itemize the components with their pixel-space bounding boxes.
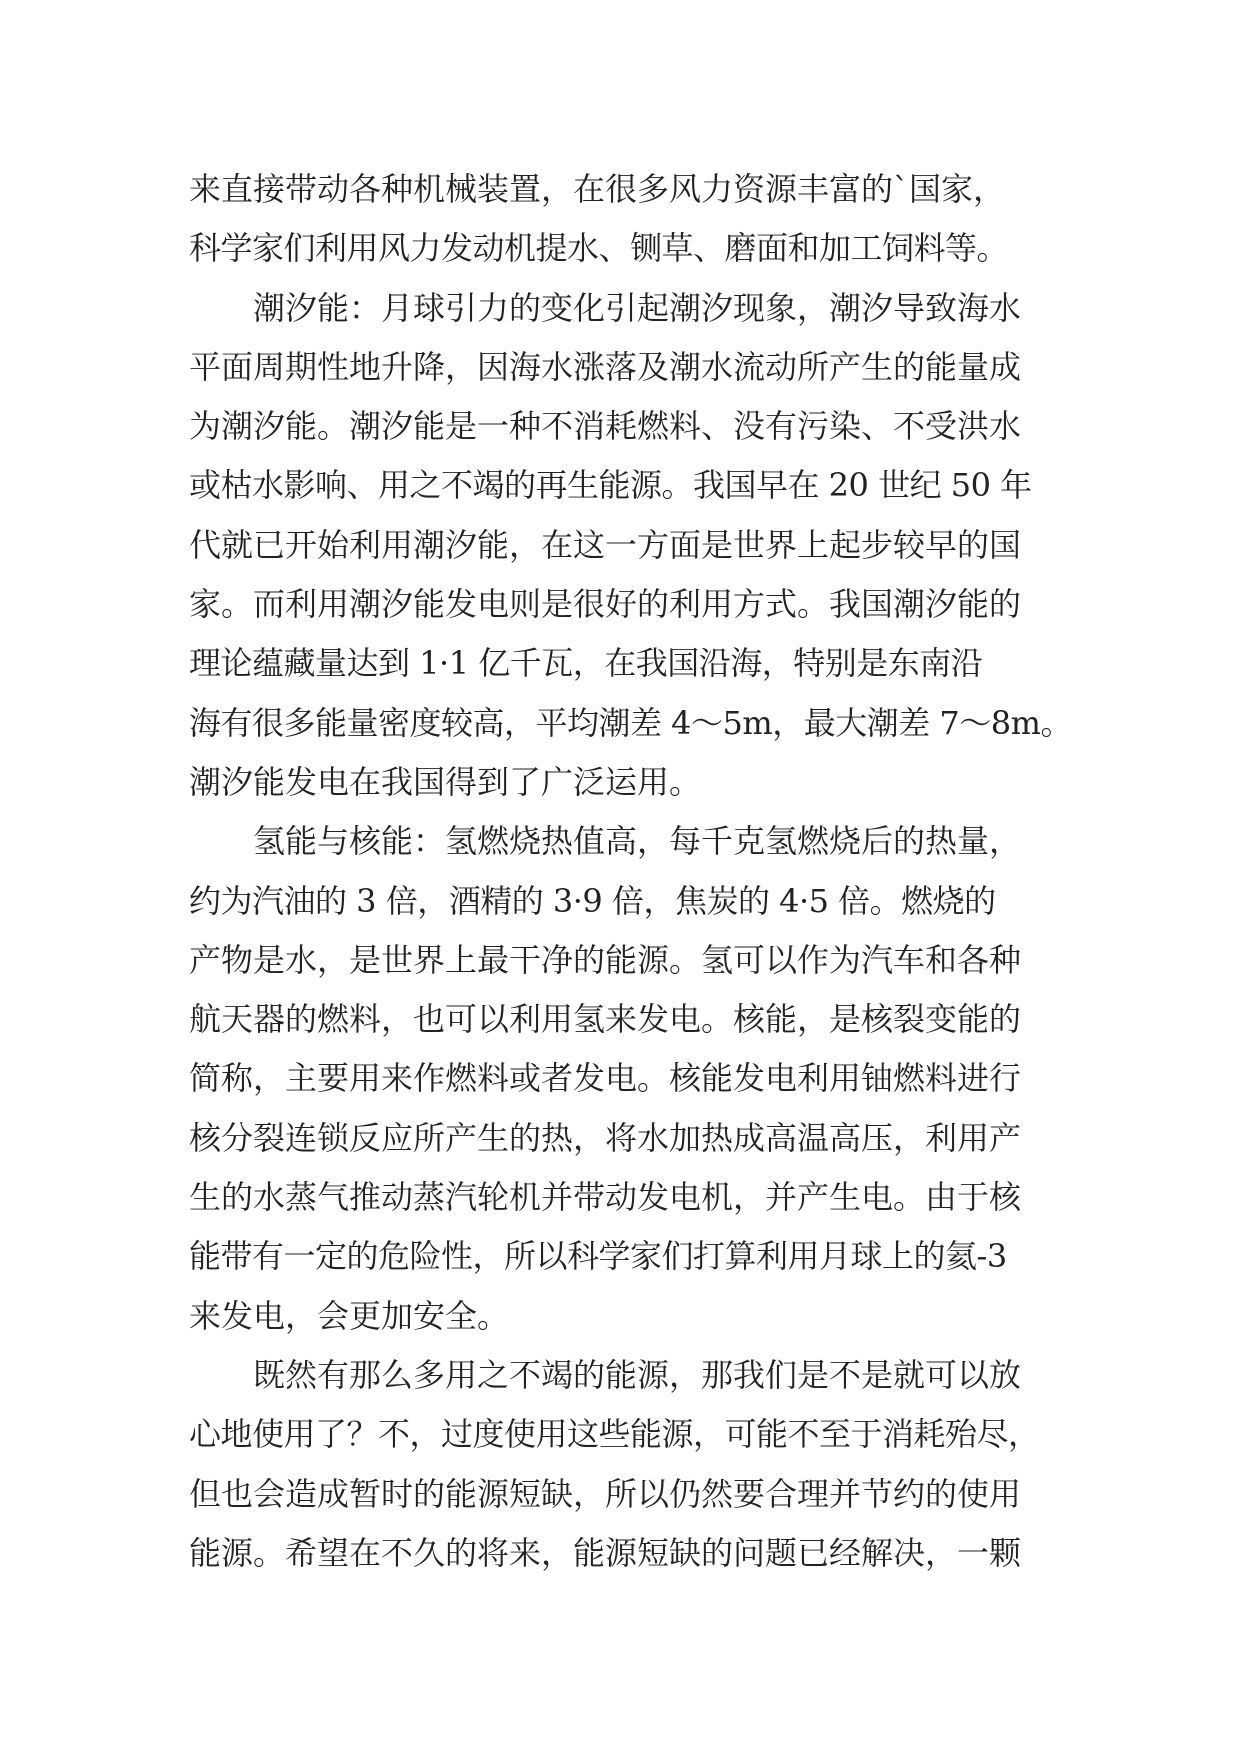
text-line: 理论蕴藏量达到 1·1 亿千瓦，在我国沿海，特别是东南沿 xyxy=(189,644,983,683)
text-line: 来发电，会更加安全。 xyxy=(189,1296,510,1335)
text-line: 简称，主要用来作燃料或者发电。核能发电利用铀燃料进行 xyxy=(189,1059,1022,1098)
text-line: 约为汽油的 3 倍，酒精的 3·9 倍，焦炭的 4·5 倍。燃烧的 xyxy=(189,881,996,920)
text-line: 能源。希望在不久的将来，能源短缺的问题已经解决，一颗 xyxy=(189,1533,1022,1572)
text-line: 但也会造成暂时的能源短缺，所以仍然要合理并节约的使用 xyxy=(189,1474,1022,1513)
text-line: 科学家们利用风力发动机提水、铡草、磨面和加工饲料等。 xyxy=(189,229,1009,268)
text-line: 或枯水影响、用之不竭的再生能源。我国早在 20 世纪 50 年 xyxy=(189,466,1032,505)
text-line: 产物是水，是世界上最干净的能源。氢可以作为汽车和各种 xyxy=(189,940,1022,979)
text-line: 潮汐能发电在我国得到了广泛运用。 xyxy=(189,762,702,801)
text-line: 能带有一定的危险性，所以科学家们打算利用月球上的氦-3 xyxy=(189,1237,1007,1276)
text-line: 为潮汐能。潮汐能是一种不消耗燃料、没有污染、不受洪水 xyxy=(189,407,1022,446)
text-line: 平面周期性地升降，因海水涨落及潮水流动所产生的能量成 xyxy=(189,347,1022,386)
paragraph-start-conclusion: 既然有那么多用之不竭的能源，那我们是不是就可以放 xyxy=(253,1355,1022,1394)
text-line: 航天器的燃料，也可以利用氢来发电。核能，是核裂变能的 xyxy=(189,1000,1022,1039)
text-line: 家。而利用潮汐能发电则是很好的利用方式。我国潮汐能的 xyxy=(189,585,1022,624)
text-line: 核分裂连锁反应所产生的热，将水加热成高温高压，利用产 xyxy=(189,1118,1022,1157)
text-line: 生的水蒸气推动蒸汽轮机并带动发电机，并产生电。由于核 xyxy=(189,1178,1022,1217)
text-line: 来直接带动各种机械装置，在很多风力资源丰富的`国家， xyxy=(189,170,1006,208)
body-text xyxy=(189,160,1072,1583)
text-line: 代就已开始利用潮汐能，在这一方面是世界上起步较早的国 xyxy=(189,525,1022,564)
paragraph-start-tidal-energy: 潮汐能：月球引力的变化引起潮汐现象，潮汐导致海水 xyxy=(253,288,1022,327)
paragraph-start-hydrogen-nuclear: 氢能与核能：氢燃烧热值高，每千克氢燃烧后的热量， xyxy=(253,822,1022,861)
text-line: 海有很多能量密度较高，平均潮差 4～5m，最大潮差 7～8m。 xyxy=(189,703,1072,742)
text-line: 心地使用了？不，过度使用这些能源，可能不至于消耗殆尽， xyxy=(189,1415,1040,1454)
